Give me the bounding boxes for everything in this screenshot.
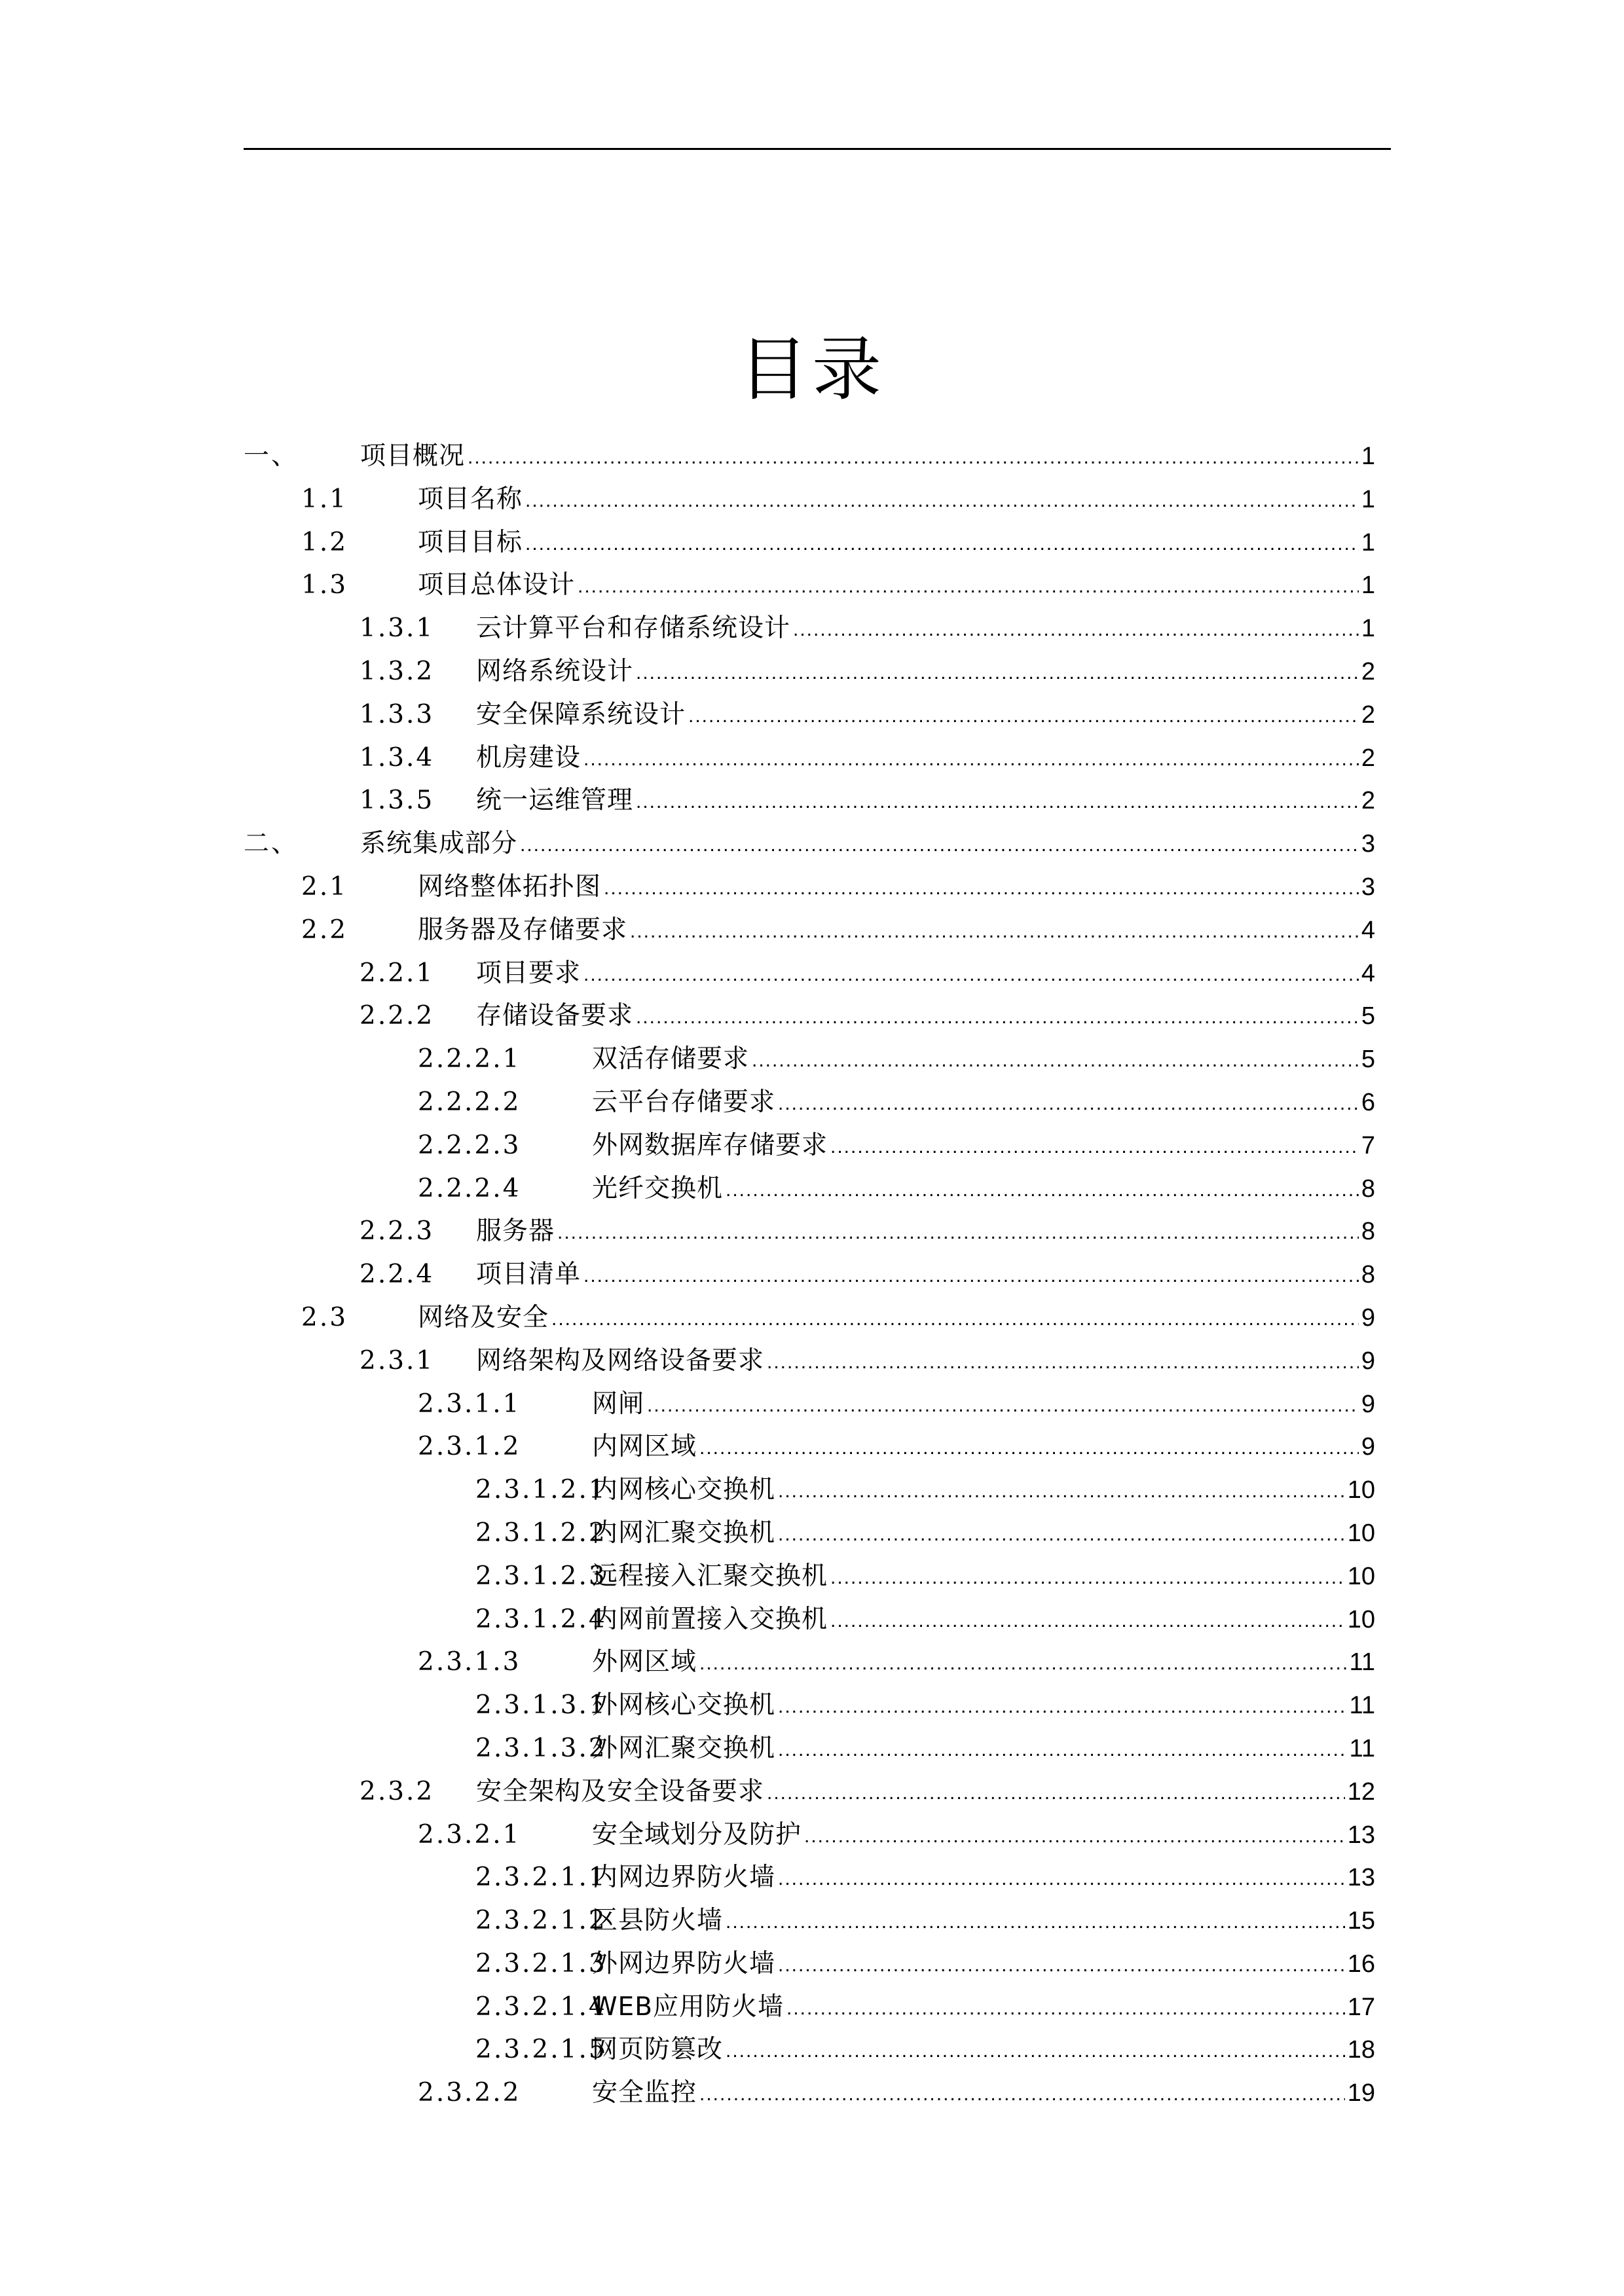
toc-entry-page: 16 xyxy=(1347,1950,1375,1978)
toc-entry-number: 1.2 xyxy=(301,527,348,557)
toc-entry-page: 3 xyxy=(1361,873,1375,901)
toc-dot-leader xyxy=(604,865,1359,910)
toc-entry-title: 内网核心交换机 xyxy=(592,1475,776,1505)
toc-entry-number: 1.3.5 xyxy=(360,786,435,816)
toc-entry-number: 2.3.1.3.1 xyxy=(475,1690,607,1721)
toc-entry-page: 10 xyxy=(1347,1476,1375,1504)
toc-entry[interactable] xyxy=(244,779,1391,822)
toc-dot-leader xyxy=(830,1123,1359,1169)
toc-entry-page: 6 xyxy=(1361,1088,1375,1116)
toc-entry-title: 系统集成部分 xyxy=(360,829,518,859)
toc-entry[interactable] xyxy=(244,952,1391,995)
toc-entry-page: 13 xyxy=(1347,1864,1375,1892)
toc-entry-page: 3 xyxy=(1361,830,1375,858)
toc-dot-leader xyxy=(636,649,1359,695)
toc-entry[interactable] xyxy=(244,521,1391,564)
toc-entry-page: 5 xyxy=(1361,1002,1375,1030)
toc-entry-page: 9 xyxy=(1361,1303,1375,1332)
toc-entry[interactable] xyxy=(244,1512,1391,1555)
toc-entry-page: 2 xyxy=(1361,701,1375,729)
toc-entry-number: 2.3.1.2.1 xyxy=(475,1475,607,1505)
toc-entry-number: 2.3.1.1 xyxy=(418,1389,521,1419)
toc-entry-number: 2.2.2.3 xyxy=(418,1130,521,1160)
toc-entry-title: 外网边界防火墙 xyxy=(592,1948,776,1978)
toc-entry-title: 网络及安全 xyxy=(418,1302,549,1332)
toc-entry-page: 13 xyxy=(1347,1821,1375,1849)
toc-entry-number: 2.2.2.1 xyxy=(418,1044,521,1074)
toc-entry-number: 1.3.2 xyxy=(360,656,435,686)
toc-entry[interactable] xyxy=(244,1555,1391,1598)
toc-entry[interactable] xyxy=(244,1598,1391,1641)
toc-entry-title: 项目名称 xyxy=(418,484,523,514)
toc-entry[interactable] xyxy=(244,478,1391,521)
toc-entry[interactable] xyxy=(244,1296,1391,1339)
toc-dot-leader xyxy=(630,908,1359,953)
toc-entry-page: 11 xyxy=(1349,1649,1375,1677)
toc-dot-leader xyxy=(525,520,1359,566)
toc-entry-page: 9 xyxy=(1361,1433,1375,1461)
toc-entry-page: 10 xyxy=(1347,1562,1375,1590)
page-title: 目录 xyxy=(739,329,885,410)
toc-entry-number: 一、 xyxy=(244,441,299,471)
toc-entry-number: 2.3.2.1.2 xyxy=(475,1906,607,1936)
toc-dot-leader xyxy=(793,606,1359,651)
toc-entry[interactable] xyxy=(244,1684,1391,1727)
toc-entry-page: 9 xyxy=(1361,1390,1375,1418)
toc-entry-title: 安全架构及安全设备要求 xyxy=(476,1776,765,1806)
toc-entry[interactable] xyxy=(244,1383,1391,1426)
toc-entry-number: 2.3.2.1.1 xyxy=(475,1863,607,1893)
toc-entry[interactable] xyxy=(244,1468,1391,1512)
toc-entry-number: 2.2.2.2 xyxy=(418,1087,521,1117)
toc-entry-page: 11 xyxy=(1349,1734,1375,1762)
toc-entry-page: 10 xyxy=(1347,1519,1375,1547)
toc-entry[interactable] xyxy=(244,693,1391,737)
toc-dot-leader xyxy=(636,778,1359,824)
toc-entry-title: 外网汇聚交换机 xyxy=(592,1733,776,1763)
toc-entry-number: 2.3.2 xyxy=(360,1776,435,1806)
toc-entry-title: 内网区域 xyxy=(592,1432,697,1462)
toc-entry-page: 17 xyxy=(1347,1993,1375,2021)
toc-dot-leader xyxy=(830,1597,1345,1643)
toc-entry-title: 存储设备要求 xyxy=(476,1001,634,1031)
toc-entry-page: 2 xyxy=(1361,657,1375,685)
toc-entry-number: 2.3.2.2 xyxy=(418,2078,521,2108)
toc-dot-leader xyxy=(578,563,1359,608)
toc-dot-leader xyxy=(778,1942,1345,1987)
toc-entry-title: 光纤交换机 xyxy=(592,1173,724,1203)
toc-entry[interactable] xyxy=(244,1038,1391,1081)
toc-entry-number: 2.2 xyxy=(301,915,348,945)
toc-entry[interactable] xyxy=(244,994,1391,1038)
toc-entry-number: 2.3.1 xyxy=(360,1345,435,1376)
toc-dot-leader xyxy=(520,822,1359,867)
toc-entry-title: 机房建设 xyxy=(476,742,581,773)
toc-entry-number: 2.2.2.4 xyxy=(418,1173,521,1203)
toc-entry-number: 2.2.1 xyxy=(360,958,435,988)
toc-entry[interactable] xyxy=(244,607,1391,650)
toc-entry-title: 安全域划分及防护 xyxy=(592,1819,802,1850)
toc-dot-leader xyxy=(804,1813,1345,1858)
toc-entry-page: 12 xyxy=(1347,1777,1375,1806)
toc-entry-number: 2.3.2.1.4 xyxy=(475,1992,607,2022)
toc-entry[interactable] xyxy=(244,1425,1391,1468)
toc-entry[interactable] xyxy=(244,1253,1391,1296)
toc-entry-title: 项目总体设计 xyxy=(418,570,576,600)
toc-entry[interactable] xyxy=(244,1856,1391,1899)
toc-entry[interactable] xyxy=(244,1339,1391,1383)
toc-entry-page: 15 xyxy=(1347,1907,1375,1935)
toc-entry-page: 8 xyxy=(1361,1261,1375,1289)
toc-dot-leader xyxy=(583,1252,1359,1298)
toc-entry-title: 外网数据库存储要求 xyxy=(592,1130,828,1160)
toc-dot-leader xyxy=(726,2028,1345,2073)
toc-dot-leader xyxy=(778,1683,1347,1728)
toc-entry-number: 1.3.3 xyxy=(360,699,435,729)
toc-dot-leader xyxy=(786,1985,1345,2030)
toc-entry-number: 2.3.1.3.2 xyxy=(475,1733,607,1763)
toc-entry-number: 2.3.1.2.2 xyxy=(475,1518,607,1548)
toc-entry-title: 项目概况 xyxy=(360,441,466,471)
toc-entry-page: 19 xyxy=(1347,2079,1375,2107)
toc-dot-leader xyxy=(636,994,1359,1039)
toc-entry-page: 4 xyxy=(1361,959,1375,987)
toc-dot-leader xyxy=(752,1037,1359,1082)
toc-entry-title: 项目要求 xyxy=(476,958,581,988)
toc-entry[interactable] xyxy=(244,866,1391,909)
toc-dot-leader xyxy=(583,951,1359,996)
toc-entry-page: 2 xyxy=(1361,744,1375,772)
toc-entry-number: 二、 xyxy=(244,829,299,859)
toc-entry[interactable] xyxy=(244,1081,1391,1124)
table-of-contents xyxy=(244,435,1391,2115)
header-rule xyxy=(244,148,1391,150)
toc-entry[interactable] xyxy=(244,564,1391,607)
toc-entry-number: 2.3.2.1 xyxy=(418,1819,521,1850)
toc-dot-leader xyxy=(699,1425,1359,1470)
toc-dot-leader xyxy=(525,477,1359,522)
toc-entry-title: WEB应用防火墙 xyxy=(592,1992,784,2022)
toc-entry[interactable] xyxy=(244,1641,1391,1684)
toc-entry-page: 8 xyxy=(1361,1218,1375,1246)
toc-entry-title: 网页防篡改 xyxy=(592,2035,724,2065)
toc-entry[interactable] xyxy=(244,1986,1391,2029)
toc-entry-page: 11 xyxy=(1349,1692,1375,1720)
toc-entry-title: 服务器 xyxy=(476,1216,555,1247)
toc-entry-title: 内网前置接入交换机 xyxy=(592,1604,828,1634)
toc-entry-title: 安全保障系统设计 xyxy=(476,699,686,729)
toc-entry-page: 2 xyxy=(1361,787,1375,815)
toc-dot-leader xyxy=(778,1726,1347,1772)
toc-dot-leader xyxy=(468,434,1359,479)
toc-entry-number: 1.3.4 xyxy=(360,742,435,773)
toc-dot-leader xyxy=(688,693,1359,738)
toc-entry-title: 内网边界防火墙 xyxy=(592,1863,776,1893)
toc-entry-page: 7 xyxy=(1361,1131,1375,1159)
toc-entry-number: 2.2.3 xyxy=(360,1216,435,1247)
toc-entry-page: 1 xyxy=(1361,572,1375,600)
toc-entry[interactable] xyxy=(244,822,1391,866)
toc-dot-leader xyxy=(778,1511,1345,1556)
toc-entry-title: 云平台存储要求 xyxy=(592,1087,776,1117)
toc-dot-leader xyxy=(778,1855,1345,1901)
toc-entry[interactable] xyxy=(244,1813,1391,1857)
toc-entry-title: 统一运维管理 xyxy=(476,786,634,816)
toc-dot-leader xyxy=(557,1209,1359,1254)
toc-entry[interactable] xyxy=(244,1727,1391,1770)
toc-entry-title: 外网区域 xyxy=(592,1647,697,1677)
toc-entry-number: 2.3.2.1.3 xyxy=(475,1948,607,1978)
toc-entry-number: 2.3.1.2.3 xyxy=(475,1561,607,1591)
toc-dot-leader xyxy=(583,736,1359,781)
toc-dot-leader xyxy=(551,1296,1359,1341)
toc-entry-number: 2.2.2 xyxy=(360,1001,435,1031)
toc-entry[interactable] xyxy=(244,1899,1391,1942)
toc-entry-page: 1 xyxy=(1361,485,1375,513)
toc-entry-title: 远程接入汇聚交换机 xyxy=(592,1561,828,1591)
toc-entry-number: 1.3 xyxy=(301,570,348,600)
toc-entry[interactable] xyxy=(244,909,1391,952)
toc-entry[interactable] xyxy=(244,1942,1391,1986)
toc-entry[interactable] xyxy=(244,435,1391,478)
toc-dot-leader xyxy=(830,1554,1345,1599)
toc-dot-leader xyxy=(726,1899,1345,1944)
toc-dot-leader xyxy=(647,1382,1359,1427)
toc-entry-title: 网络整体拓扑图 xyxy=(418,871,602,902)
toc-dot-leader xyxy=(778,1468,1345,1513)
toc-entry-number: 1.3.1 xyxy=(360,613,435,644)
toc-entry-title: 项目目标 xyxy=(418,527,523,557)
toc-entry[interactable] xyxy=(244,1124,1391,1167)
toc-entry[interactable] xyxy=(244,650,1391,693)
toc-entry-page: 18 xyxy=(1347,2036,1375,2064)
toc-entry-page: 5 xyxy=(1361,1046,1375,1074)
toc-entry-number: 2.1 xyxy=(301,871,348,902)
toc-entry-number: 2.3.1.2.4 xyxy=(475,1604,607,1634)
toc-entry[interactable] xyxy=(244,2071,1391,2115)
toc-entry[interactable] xyxy=(244,2028,1391,2071)
toc-entry-number: 2.3 xyxy=(301,1302,348,1332)
toc-entry[interactable] xyxy=(244,737,1391,780)
toc-entry-number: 2.3.1.3 xyxy=(418,1647,521,1677)
toc-dot-leader xyxy=(726,1167,1359,1212)
toc-entry-page: 1 xyxy=(1361,528,1375,556)
toc-dot-leader xyxy=(699,2071,1345,2116)
toc-dot-leader xyxy=(699,1640,1347,1685)
toc-entry-number: 2.2.4 xyxy=(360,1260,435,1290)
toc-entry-title: 外网核心交换机 xyxy=(592,1690,776,1721)
toc-entry-number: 2.3.1.2 xyxy=(418,1432,521,1462)
toc-entry-number: 2.3.2.1.5 xyxy=(475,2035,607,2065)
toc-dot-leader xyxy=(767,1339,1359,1384)
toc-entry-title: 网络架构及网络设备要求 xyxy=(476,1345,765,1376)
toc-entry-page: 10 xyxy=(1347,1605,1375,1633)
toc-entry-title: 内网汇聚交换机 xyxy=(592,1518,776,1548)
toc-entry-page: 1 xyxy=(1361,615,1375,643)
toc-entry-title: 区县防火墙 xyxy=(592,1906,724,1936)
toc-entry-title: 项目清单 xyxy=(476,1260,581,1290)
toc-entry-title: 双活存储要求 xyxy=(592,1044,750,1074)
toc-dot-leader xyxy=(767,1770,1345,1815)
toc-entry-title: 云计算平台和存储系统设计 xyxy=(476,613,791,644)
toc-entry-page: 9 xyxy=(1361,1347,1375,1375)
toc-entry[interactable] xyxy=(244,1210,1391,1253)
toc-entry-page: 1 xyxy=(1361,443,1375,470)
toc-entry-title: 安全监控 xyxy=(592,2078,697,2108)
toc-entry-page: 8 xyxy=(1361,1175,1375,1203)
toc-entry[interactable] xyxy=(244,1770,1391,1813)
toc-entry-title: 网络系统设计 xyxy=(476,656,634,686)
toc-dot-leader xyxy=(778,1080,1359,1125)
toc-entry-number: 1.1 xyxy=(301,484,348,514)
toc-entry-title: 网闸 xyxy=(592,1389,645,1419)
toc-entry[interactable] xyxy=(244,1167,1391,1211)
toc-entry-page: 4 xyxy=(1361,916,1375,944)
toc-entry-title: 服务器及存储要求 xyxy=(418,915,628,945)
